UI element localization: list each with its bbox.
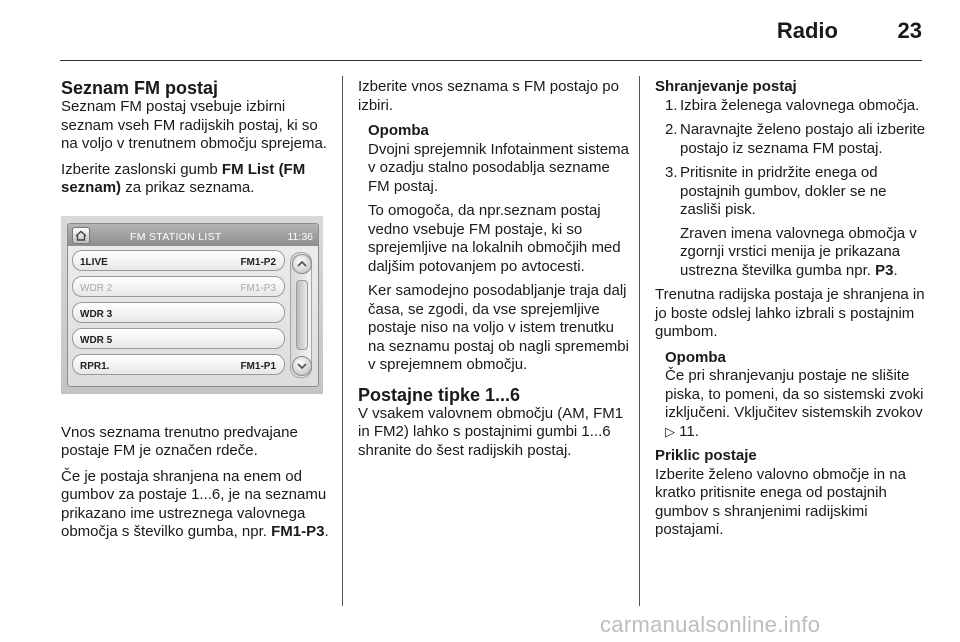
note-box: [665, 349, 927, 442]
list-item: 2. Naravnajte želeno postajo ali izberite postajo iz seznama FM postaj.: [665, 121, 926, 157]
subheading-saving-stations: Shranjevanje postaj: [655, 78, 797, 95]
column-3: [655, 78, 927, 547]
list-item: 1. Izbira želenega valovnega območja.: [665, 96, 920, 114]
list-item: 3. Pritisnite in pridržite enega od postajnih gumbov, dokler se ne zasliši pisk. Zraven imena valovnega območja v zgornji vrstici menija je prikazana ustrezna številka gumba npr. P3.: [665, 164, 917, 279]
station-row[interactable]: WDR 2 FM1-P3: [72, 276, 285, 297]
station-row[interactable]: WDR 5: [72, 328, 285, 349]
home-icon[interactable]: [72, 227, 90, 244]
scrollbar[interactable]: [290, 252, 312, 378]
column-2: [358, 78, 630, 467]
scroll-up-icon[interactable]: [292, 254, 312, 274]
paragraph: Če je postaja shranjena na enem od gumbov za postaje 1...6, je na seznamu prikazano ime ustreznega valovnega območja s številko gumba, npr. FM1-P3.: [61, 467, 329, 540]
page-reference-icon: ▷: [665, 423, 675, 439]
fm-station-list-screen-figure: [61, 216, 323, 394]
screen-header-bar: [68, 224, 318, 246]
steps-list: [655, 97, 927, 281]
preset-example: FM1-P3: [271, 523, 325, 540]
subheading-recall-station: Priklic postaje: [655, 447, 757, 464]
preset-example: P3: [875, 261, 894, 279]
paragraph: Vnos seznama trenutno predvajane postaje FM je označen rdeče.: [61, 423, 298, 459]
header-rule: [60, 60, 922, 61]
paragraph: Izberite želeno valovno območje in na kratko pritisnite enega od postajnih gumbov s shranjenimi radijskimi postajami.: [655, 465, 906, 538]
note-paragraph: To omogoča, da npr.seznam postaj vedno vsebuje FM postaje, ki so sprejemljive na lokalnih območjih med daljšim potovanjem po avtocesti.: [368, 202, 621, 275]
station-row[interactable]: RPR1. FM1-P1: [72, 354, 285, 375]
screen-clock: 11:36: [287, 230, 313, 243]
section-heading-fm-list: Seznam FM postaj: [61, 78, 219, 98]
column-divider-2: [639, 76, 640, 606]
header-title: Radio: [776, 18, 838, 43]
paragraph: Izberite vnos seznama s FM postajo po izbiri.: [358, 78, 619, 114]
note-box: [368, 122, 630, 375]
note-paragraph: Če pri shranjevanju postaje ne slišite piska, to pomeni, da so sistemski zvoki izključeni. Vključitev sistemskih zvokov ▷ 11.: [665, 367, 924, 440]
button-name: FM List (FM seznam): [61, 160, 306, 196]
note-paragraph: Ker samodejno posodabljanje traja dalj časa, se zgodi, da vse sprejemljive postaje niso na voljo v istem trenutku na seznamu postaj ob nagli spremembi v sprejemnem območju.: [368, 282, 629, 373]
station-row[interactable]: WDR 3: [72, 302, 285, 323]
column-divider-1: [342, 76, 343, 606]
paragraph: Trenutna radijska postaja je shranjena in jo boste odslej lahko izbrali s postajnim gumbom.: [655, 286, 925, 340]
page-number: 23: [897, 18, 922, 43]
column-1: [61, 78, 331, 549]
screen-title: FM STATION LIST: [130, 230, 222, 243]
paragraph: Izberite zaslonski gumb FM List (FM seznam) za prikaz seznama.: [61, 160, 306, 196]
scroll-thumb[interactable]: [296, 280, 308, 350]
note-title: Opomba: [368, 122, 429, 139]
station-row[interactable]: 1LIVE FM1-P2: [72, 250, 285, 271]
paragraph: Seznam FM postaj vsebuje izbirni seznam vseh FM radijskih postaj, ki so na voljo v trenutnem območju sprejema.: [61, 98, 327, 152]
note-title: Opomba: [665, 348, 726, 366]
section-heading-preset-buttons: Postajne tipke 1...6: [358, 384, 521, 405]
radio-screen: [67, 223, 319, 387]
watermark: carmanualsonline.info: [600, 612, 821, 637]
paragraph: V vsakem valovnem območju (AM, FM1 in FM2) lahko s postajnimi gumbi 1...6 shranite do šest radijskih postaj.: [358, 404, 624, 459]
note-paragraph: Dvojni sprejemnik Infotainment sistema v ozadju stalno posodablja sezname FM postaj.: [368, 140, 629, 195]
scroll-down-icon[interactable]: [292, 356, 312, 376]
station-list: [72, 250, 285, 380]
